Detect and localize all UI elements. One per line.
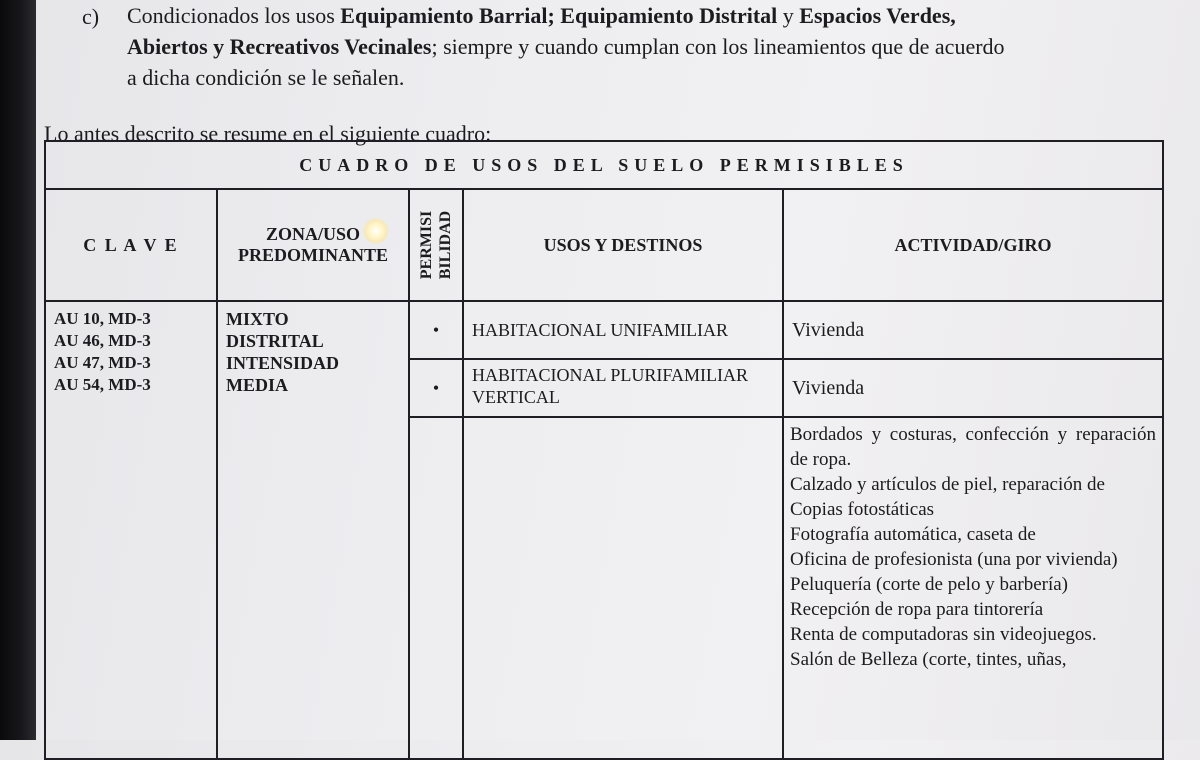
paragraph-line-3: a dicha condición se le señalen.	[127, 65, 405, 90]
header-clave: C L A V E	[45, 189, 217, 301]
activity-item: Recepción de ropa para tintorería	[790, 599, 1044, 620]
clave-item: AU 46, MD-3	[54, 331, 151, 350]
screen-bezel	[0, 0, 36, 740]
text-run: ; siempre y cuando cumplan con los lineamientos que de acuerdo	[431, 34, 1005, 59]
zona-line: DISTRITAL	[226, 331, 324, 351]
activity-list	[783, 417, 1163, 759]
bold-run: Espacios Verdes,	[799, 3, 956, 28]
activity-item: Bordados y costuras, confección y reparación de ropa.	[790, 424, 1157, 470]
activity-item: Peluquería (corte de pelo y barbería)	[790, 574, 1069, 595]
paragraph-line-1	[127, 0, 1176, 31]
header-bilidad: BILIDAD	[437, 210, 454, 280]
activity-item: Copias fotostáticas	[790, 499, 935, 520]
zona-line: MEDIA	[226, 375, 288, 395]
header-actividad: ACTIVIDAD/GIRO	[783, 189, 1163, 301]
activity-item: Fotografía automática, caseta de	[790, 524, 1036, 545]
text-run: y	[777, 3, 800, 28]
table-title: CUADRO DE USOS DEL SUELO PERMISIBLES	[45, 141, 1163, 189]
header-permisi: PERMISI	[418, 210, 435, 280]
table-intro: Lo antes descrito se resume en el siguiente cuadro:	[44, 121, 492, 146]
perm-dot: •	[409, 359, 463, 417]
bold-run: Abiertos y Recreativos Vecinales	[127, 34, 432, 59]
header-permisibilidad	[409, 189, 463, 301]
activity-item: Salón de Belleza (corte, tintes, uñas,	[790, 649, 1067, 670]
clave-item: AU 10, MD-3	[54, 309, 151, 328]
clave-cell	[45, 301, 217, 759]
list-marker: c)	[82, 4, 100, 29]
clave-item: AU 47, MD-3	[54, 353, 151, 372]
activity-item: Renta de computadoras sin videojuegos.	[790, 624, 1097, 645]
perm-dot: •	[409, 301, 463, 359]
actividad-cell: Vivienda	[783, 359, 1163, 417]
text-run: Condicionados los usos	[127, 3, 341, 28]
uso-cell: HABITACIONAL PLURIFAMILIAR VERTICAL	[463, 359, 783, 417]
zona-line: MIXTO	[226, 309, 289, 329]
zona-cell	[217, 301, 409, 759]
actividad-cell: Vivienda	[783, 301, 1163, 359]
bold-run: Equipamiento Barrial; Equipamiento Distrital	[340, 3, 778, 28]
condition-paragraph	[76, 0, 1176, 93]
paragraph-line-2	[127, 31, 1176, 62]
land-use-table	[44, 140, 1164, 760]
activity-item: Calzado y artículos de piel, reparación de	[790, 474, 1105, 495]
clave-item: AU 54, MD-3	[54, 375, 151, 394]
activity-item: Oficina de profesionista (una por vivienda)	[790, 549, 1118, 570]
uso-cell: HABITACIONAL UNIFAMILIAR	[463, 301, 783, 359]
screen-glare	[363, 218, 389, 244]
header-usos: USOS Y DESTINOS	[463, 189, 783, 301]
perm-empty	[409, 417, 463, 759]
uso-empty	[463, 417, 783, 759]
header-zona: ZONA/USO PREDOMINANTE	[217, 189, 409, 301]
zona-line: INTENSIDAD	[226, 353, 340, 373]
